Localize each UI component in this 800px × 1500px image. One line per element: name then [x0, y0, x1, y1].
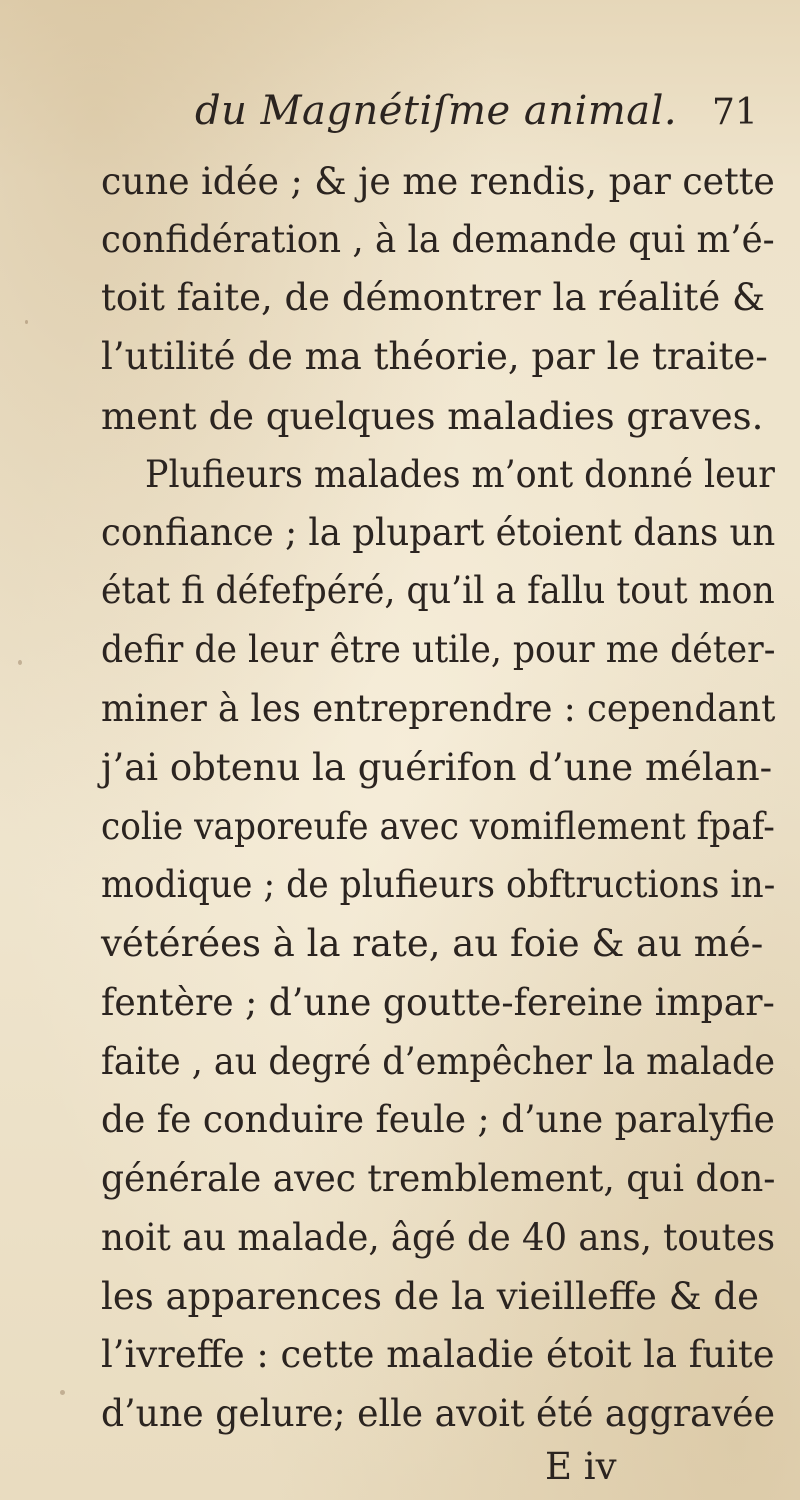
text-line: Plufieurs malades m’ont donné leur: [145, 453, 775, 496]
page-number: 71: [712, 92, 758, 133]
running-head: du Magnétiſme animal.: [195, 88, 678, 134]
text-line: de fe conduire feule ; d’une paralyfie: [101, 1098, 775, 1141]
text-line: colie vaporeufe avec vomiflement fpaf-: [101, 805, 775, 848]
text-line: j’ai obtenu la guérifon d’une mélan-: [101, 746, 773, 789]
text-line: defir de leur être utile, pour me déter-: [101, 628, 776, 671]
text-line: générale avec tremblement, qui don-: [101, 1157, 776, 1200]
text-line: d’une gelure; elle avoit été aggravée: [101, 1392, 776, 1435]
text-line: modique ; de plufieurs obftructions in-: [101, 863, 776, 906]
text-line: ment de quelques maladies graves.: [101, 395, 764, 438]
text-line: fentère ; d’une goutte-fereine impar-: [101, 981, 775, 1024]
text-line: cune idée ; & je me rendis, par cette: [101, 160, 775, 203]
text-line: l’utilité de ma théorie, par le traite-: [101, 335, 768, 378]
paper-spot: [25, 320, 28, 324]
text-line: miner à les entreprendre : cependant: [101, 687, 776, 730]
paper-spot: [60, 1390, 65, 1395]
text-line: toit faite, de démontrer la réalité &: [101, 276, 765, 319]
text-line: vétérées à la rate, au foie & au mé-: [101, 922, 764, 965]
text-line: faite , au degré d’empêcher la malade: [101, 1040, 776, 1083]
text-line: confidération , à la demande qui m’é-: [101, 218, 775, 261]
text-line: les apparences de la vieilleffe & de: [101, 1275, 759, 1318]
text-line: noit au malade, âgé de 40 ans, toutes: [101, 1216, 776, 1259]
paper-spot: [18, 660, 22, 665]
catchword: E iv: [545, 1445, 617, 1488]
text-line: l’ivreffe : cette maladie étoit la fuite: [101, 1333, 775, 1376]
text-line: état fi défefpéré, qu’il a fallu tout mon: [101, 569, 775, 612]
text-line: confiance ; la plupart étoient dans un: [101, 511, 776, 554]
